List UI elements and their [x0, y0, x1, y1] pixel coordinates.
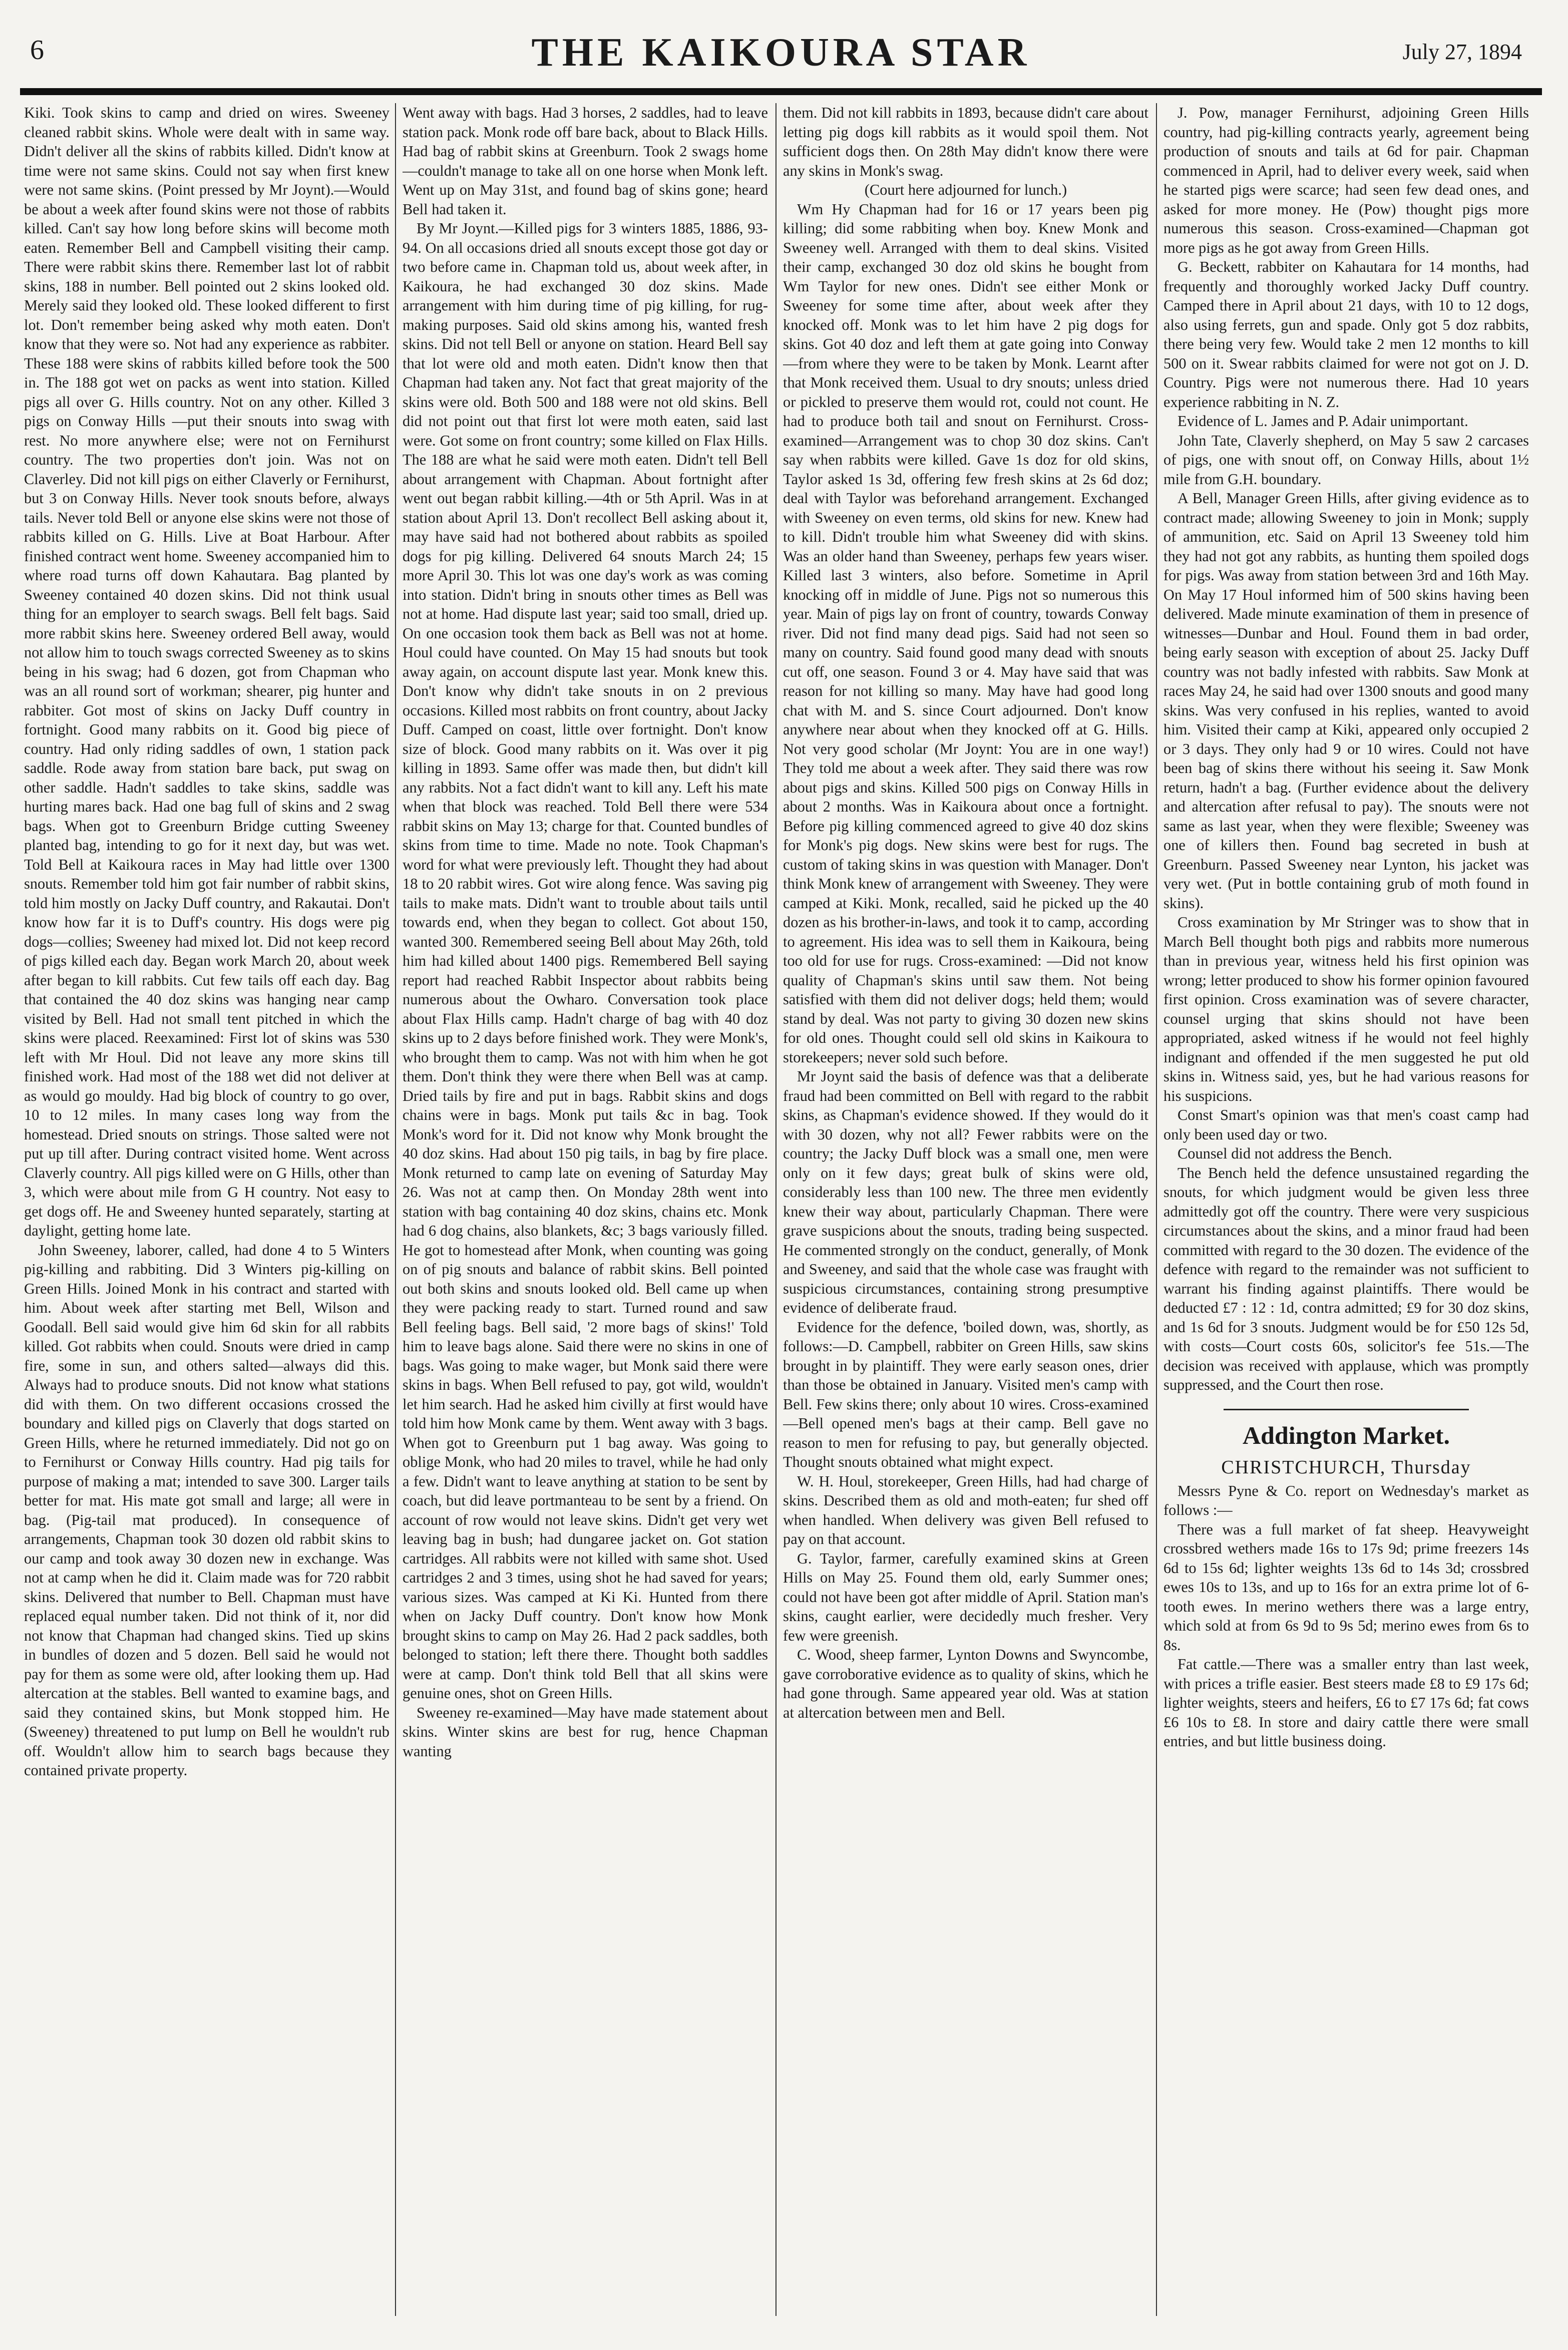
article-paragraph: J. Pow, manager Fernihurst, adjoining Green Hills country, had pig-killing contracts yearly, agreement being production of snouts and tails at 6d for pair. Chapman commenced in April, had to deliver every week, said when he started pigs were scarce; had seen few dead ones, and asked for more money. He (Pow) thought pigs more numerous this season. Cross-examined—Chapman got more pigs as he got away from Green Hills.: [1163, 104, 1529, 256]
article-paragraph: Cross examination by Mr Stringer was to show that in March Bell thought both pigs and rabbits more numerous than in previous year, witness held his first opinion was wrong; letter produced to show his former opinion favoured first opinion. Cross examination was of severe character, counsel urging that skins should not have been appropriated, asked witness if he would not feel highly indignant and offended if the men suggested he put old skins in. Witness said, yes, but he had various reasons for his suspicions.: [1163, 914, 1529, 1104]
column-3: [783, 103, 1148, 2316]
issue-date: July 27, 1894: [1402, 40, 1522, 64]
column-divider: [1156, 103, 1157, 2316]
column-1: [24, 103, 389, 2316]
article-paragraph: John Sweeney, laborer, called, had done 4 to 5 Winters pig-killing and rabbiting. Did 3 Winters pig-killing on Green Hills. Joined Monk in his contract and started with him. About week after starting met Bell, Wilson and Goodall. Bell said would give him 6d skin for all rabbits killed. Got rabbits when could. Snouts were dried in camp fire, some in sun, and others salted—always did this. Always had to produce snouts. Did not know what stations did with them. On two different occasions crossed the boundary and killed pigs on Claverly that dogs started on Green Hills, where he returned immediately. Did not go on to Fernihurst or Conway Hills country. Had pig tails for purpose of making a mat; intended to save 300. Larger tails better for mat. His mate got small and large; all were in bag. (Pig-tail mat produced). In consequence of arrangements, Chapman took 30 dozen old rabbit skins to our camp and took away 30 dozen new in exchange. Was not at camp when he did it. Claim made was for 720 rabbit skins. Delivered that number to Bell. Chapman must have replaced equal number taken. Did not think of it, nor did not know that Chapman had changed skins. Tied up skins in bundles of dozen and 5 dozen. Bell said he would not pay for them as some were old, after looking them up. Had altercation at the stables. Bell wanted to examine bags, and said they contained skins, but Monk stopped him. He (Sweeney) threatened to put lump on Bell he wouldn't rub off. Wouldn't allow him to search bags because they contained private property.: [24, 1241, 389, 1779]
masthead-rule: [20, 88, 1542, 95]
article-paragraph: Evidence for the defence, 'boiled down, was, shortly, as follows:—D. Campbell, rabbiter on Green Hills, saw skins brought in by plaintiff. They were early season ones, drier than those be obtained in January. Visited men's camp with Bell. Few skins there; only about 10 wires. Cross-examined—Bell opened men's bags at their camp. Bell gave no reason to men for refusing to pay, but generally objected. Thought snouts obtained what might expect.: [783, 1318, 1148, 1470]
column-divider: [775, 103, 776, 2316]
section-rule: [1224, 1409, 1469, 1410]
masthead: [20, 30, 1542, 85]
article-paragraph: G. Taylor, farmer, carefully examined skins at Green Hills on May 25. Found them old, early Summer ones; could not have been got after middle of April. Station man's skins, caught earlier, were decidedly much fresher. Very few were greenish.: [783, 1549, 1148, 1644]
article-paragraph: Went away with bags. Had 3 horses, 2 saddles, had to leave station pack. Monk rode off bare back, about to Black Hills. Had bag of rabbit skins at Greenburn. Took 2 swags home—couldn't manage to take all on one horse when Monk left. Went up on May 31st, and found bag of skins gone; heard Bell had taken it.: [403, 104, 768, 218]
article-paragraph: John Tate, Claverly shepherd, on May 5 saw 2 carcases of pigs, one with snout off, on Conway Hills, about 1½ mile from G.H. boundary.: [1163, 432, 1529, 488]
article-paragraph: C. Wood, sheep farmer, Lynton Downs and Swyncombe, gave corroborative evidence as to quality of skins, which he had gone through. Same appeared year old. Was at station at altercation between men and Bell.: [783, 1646, 1148, 1721]
article-paragraph: Counsel did not address the Bench.: [1178, 1145, 1392, 1162]
page-number: 6: [30, 35, 44, 66]
market-dateline: CHRISTCHURCH, Thursday: [1221, 1456, 1471, 1478]
article-paragraph: W. H. Houl, storekeeper, Green Hills, had had charge of skins. Described them as old and moth-eaten; fur shed off when handled. When delivery was given Bell refused to pay on that account.: [783, 1472, 1148, 1547]
article-paragraph: Mr Joynt said the basis of defence was that a deliberate fraud had been committed on Bell with regard to the rabbit skins, as Chapman's evidence showed. If they would do it with 30 dozen, why not all? Fewer rabbits were on the country; the Jacky Duff block was a small one, men were only on it few days; great bulk of skins were old, considerably less than 100 new. The three men evidently knew their way about, particularly Chapman. There were grave suspicions about the snouts, trading being suspected. He commented strongly on the conduct, generally, of Monk and Sweeney, and said that the whole case was fraught with suspicious circumstances, containing strong presumptive evidence of deliberate fraud.: [783, 1068, 1148, 1316]
article-paragraph: Const Smart's opinion was that men's coast camp had only been used day or two.: [1163, 1106, 1529, 1143]
column-divider: [395, 103, 396, 2316]
market-paragraph: There was a full market of fat sheep. Heavyweight crossbred wethers made 16s to 17s 9d; prime freezers 14s 6d to 15s 6d; lighter weights 13s 6d to 14s 3d; crossbred ewes 10s to 13s, and up to 16s for an extra prime lot of 6-tooth ewes. In merino wethers there was a large entry, which sold at from 6s 9d to 9s 5d; merino ewes from 6s to 8s.: [1163, 1520, 1529, 1654]
adjournment-note: (Court here adjourned for lunch.): [864, 181, 1067, 198]
article-paragraph: A Bell, Manager Green Hills, after giving evidence as to contract made; allowing Sweeney to join in Monk; supply of ammunition, etc. Said on April 13 Sweeney told him they had not got any rabbits, as hunting them spoiled dogs for pigs. Was away from station between 3rd and 16th May. On May 17 Houl informed him of 500 skins having been delivered. Made minute examination of them in presence of witnesses—Dunbar and Houl. Found them in bad order, being early season with exception of about 25. Jacky Duff country was not badly infested with rabbits. Saw Monk at races May 24, he said had over 1300 snouts and good many skins. Was very confused in his replies, wanted to avoid him. Visited their camp at Kiki, appeared only occupied 2 or 3 days. They only had 9 or 10 wires. Could not have been bag of skins there without his seeing it. Saw Monk return, hadn't a bag. (Further evidence about the delivery and altercation after refusal to pay). The snouts were not same as last year, when they were flexible; Sweeney was one of killers then. Found bag secreted in bush at Greenburn. Passed Sweeney near Lynton, his jacket was very wet. (Put in bottle containing grub of moth found in skins).: [1163, 490, 1529, 912]
article-paragraph: The Bench held the defence unsustained regarding the snouts, for which judgment would be given less three admittedly got off the country. There were very suspicious circumstances about the skins, and a minor fraud had been committed with regard to the 30 dozen. The evidence of the defence with regard to the remainder was not sufficient to warrant his finding against plaintiffs. There would be deducted £7 : 12 : 1d, contra admitted; £9 for 30 doz skins, and 1s 6d for 3 snouts. Judgment would be for £50 12s 5d, with costs—Court costs 60s, solicitor's fee 51s.—The decision was received with applause, which was promptly suppressed, and the Court then rose.: [1163, 1164, 1529, 1393]
column-4: [1163, 103, 1529, 2316]
article-paragraph: By Mr Joynt.—Killed pigs for 3 winters 1885, 1886, 93-94. On all occasions dried all snouts except those got day or two before came in. Chapman told us, about week after, in Kaikoura, he had exchanged 30 doz skins. Made arrangement with him during time of pig killing, for rug-making purposes. Said old skins among his, wanted fresh skins. Did not tell Bell or anyone on station. Heard Bell say that lot were old and moth eaten. Didn't know then that Chapman had taken any. Not fact that great majority of the skins were old. Both 500 and 188 were not old skins. Bell did not point out that first lot were moth eaten, said last were. Got some on front country; some killed on Flax Hills. The 188 are what he said were moth eaten. Didn't tell Bell about arrangement with Chapman. About fortnight after went out began rabbit killing.—4th or 5th April. Was in at station about April 13. Don't recollect Bell asking about it, may have said had not bothered about rabbits as spoiled dogs for pig killing. Delivered 64 snouts March 24; 15 more April 30. This lot was one day's work as was coming into station. Didn't bring in snouts other times as Bell was not at home. Had dispute last year; said too small, dried up. On one occasion took them back as Bell was not at home. Houl could have counted. On May 15 had snouts but took away again, on account dispute last year. Monk knew this. Don't know why didn't take snouts in on 2 previous occasions. Killed most rabbits on front country, about Jacky Duff. Camped on coast, little over fortnight. Don't know size of block. Good many rabbits on it. Was over it pig killing in 1893. Same offer was made then, but didn't kill any rabbits. Not a fact didn't want to kill any. Left his mate when that block was reached. Told Bell there were 534 rabbit skins on May 13; charge for that. Counted bundles of skins from time to time. Made no note. Took Chapman's word for what were previously left. Thought they had about 18 to 20 rabbit wires. Got wire along fence. Was saving pig tails to make mats. Didn't want to trouble about tails until towards end, when they began to collect. Got about 150, wanted 300. Remembered seeing Bell about May 26th, told him had killed about 1400 pigs. Remembered Bell saying report had reached Rabbit Inspector about rabbits being numerous about the Owharo. Conversation took place about Flax Hills camp. Hadn't charge of bag with 40 doz skins up to 2 days before finished work. They were Monk's, who brought them to camp. Was not with him when he got them. Don't think they were there when Bell was at camp. Dried tails by fire and put in bags. Rabbit skins and dogs chains were in bags. Monk put tails &c in bag. Took Monk's word for it. Did not know why Monk brought the 40 doz skins. Had about 150 pig tails, in bag by fire place. Monk returned to camp late on evening of Saturday May 26. Was not at camp then. On Monday 28th went into station with bag containing 40 doz skins, chains etc. Monk had 6 dog chains, also blankets, &c; 3 bags variously filled. He got to homestead after Monk, when counting was going on of pig snouts and balance of rabbit skins. Bell pointed out both skins and snouts looked old. Bell came up when they were packing ready to start. Turned round and saw Bell feeling bags. Bell said, '2 more bags of skins!' Told him to leave bags alone. Said there were no skins in one of bags. Was going to make wager, but Monk said there were skins in bags. When Bell refused to pay, got wild, wouldn't let him search. Had he asked him civilly at first would have told him how Monk came by them. Went away with 3 bags. When got to Greenburn put 1 bag away. Was going to oblige Monk, who had 20 miles to travel, while he had only a few. Didn't want to leave anything at station to be sent by coach, but did leave portmanteau to be sent by a friend. On account of row would not leave skins. Didn't get very wet leaving bag in bush; had dungaree jacket on. Got station cartridges. All rabbits were not killed with same shot. Used cartridges 2 and 3 times, using shot he had saved for years; various sizes. Was camped at Ki Ki. Hunted from there when on Jacky Duff country. Don't know how Monk brought skins to camp on May 26. Had 2 pack saddles, both belonged to station; left there there. Thought both saddles were at camp. Don't think told Bell that all skins were genuine ones, shot on Green Hills.: [403, 220, 768, 1702]
market-paragraph: Messrs Pyne & Co. report on Wednesday's market as follows :—: [1163, 1482, 1529, 1518]
article-paragraph: Kiki. Took skins to camp and dried on wires. Sweeney cleaned rabbit skins. Whole were dealt with in same way. Didn't deliver all the skins of rabbits killed. Didn't know at time were not same skins. Could not say when first knew were not same skins. (Point pressed by Mr Joynt).—Would be about a week after found skins were not those of rabbits killed. Can't say how long before skins will become moth eaten. Remember Bell and Campbell visiting their camp. There were rabbit skins there. Remember last lot of rabbit skins, 188 in number. Bell pointed out 2 skins looked old. Merely said they looked old. These looked different to first lot. Don't remember being asked why moth eaten. Don't know that they were so. Not had any experience as rabbiter. These 188 were skins of rabbits killed before took the 500 in. The 188 got wet on packs as went into station. Killed pigs all over G. Hills country. Not on any other. Killed 3 pigs on Conway Hills —put their snouts into swag with rest. No more anywhere else; were not on Fernihurst country. The two properties don't join. Was not on Claverley. Did not kill pigs on either Claverly or Fernihurst, but 3 on Conway Hills. Never took snouts before, always tails. Never told Bell or anyone else skins were not those of rabbits killed on G. Hills. Live at Boat Harbour. After finished contract went home. Sweeney accompanied him to where road turns off down Kahautara. Bag planted by Sweeney contained 40 dozen skins. Did not think usual thing for an employer to search swags. Bell felt bags. Said more rabbit skins here. Sweeney ordered Bell away, would not allow him to touch swags corrected Sweeney as to skins being in his swag; had 6 dozen, got from Chapman who was an all round sort of workman; shearer, pig hunter and rabbiter. Got most of skins on Jacky Duff country in fortnight. Good many rabbits on it. Good big piece of country. Had only riding saddles of own, 1 station pack saddle. Rode away from station bare back, put swag on other saddle. Hadn't saddles to take skins, saddle was hurting mares back. Had one bag full of skins and 2 swag bags. When got to Greenburn Bridge cutting Sweeney planted bag, intending to go for it next day, but was wet. Told Bell at Kaikoura races in May had little over 1300 snouts. Remember told him got fair number of rabbit skins, told him mostly on Jacky Duff country, and Rakautai. Don't know how far it is to Duff's country. His dogs were pig dogs—collies; Sweeney had mixed lot. Did not keep record of pigs killed each day. Began work March 20, about week after began to kill rabbits. Cut few tails off each day. Bag that contained the 40 doz skins was hanging near camp visited by Bell. Had not small tent pitched in which the skins were placed. Reexamined: First lot of skins was 530 left with Mr Houl. Did not leave any more skins till finished work. Had most of the 188 wet did not deliver at as would go mouldy. Had big block of country to go over, 10 to 12 miles. In many cases long way from the homestead. Dried snouts on strings. Those salted were not put up till after. During contract visited home. Went across Claverly country. All pigs killed were on G Hills, other than 3, which were about mile from G H country. Not easy to get dogs off. He and Sweeney hunted separately, starting at daylight, getting home late.: [24, 104, 389, 1239]
market-paragraph: Fat cattle.—There was a smaller entry than last week, with prices a trifle easier. Best steers made £8 to £9 17s 6d; lighter weights, steers and heifers, £6 to £7 17s 6d; fat cows £6 10s to £8. In store and dairy cattle there were small entries, and but little business doing.: [1163, 1656, 1529, 1750]
market-heading: Addington Market.: [1243, 1421, 1450, 1449]
article-paragraph: Wm Hy Chapman had for 16 or 17 years been pig killing; did some rabbiting when boy. Knew Monk and Sweeney well. Arranged with them to deal skins. Visited their camp, exchanged 30 doz old skins he bought from Wm Taylor for new ones. Didn't see either Monk or Sweeney for some time after, about week after they knocked off. Monk was to let him have 2 pig dogs for skins. Got 40 doz and left them at gate going into Conway—from where they were to be taken by Monk. Learnt after that Monk received them. Usual to dry snouts; unless dried or pickled to preserve them would rot, could not count. He had to produce both tail and snout on Fernihurst. Cross-examined—Arrangement was to chop 30 doz skins. Can't say when rabbits were killed. Gave 1s doz for old skins, Taylor asked 1s 3d, offering few fresh skins at 2s 6d doz; deal with Taylor was beforehand arrangement. Exchanged with Sweeney on even terms, old skins for new. Knew had to kill. Didn't trouble him what Sweeney did with skins. Was an older hand than Sweeney, perhaps few years wiser. Killed last 3 winters, also before. Sometime in April knocking off in middle of June. Pigs not so numerous this year. Main of pigs lay on front of country, towards Conway river. Did not find many dead pigs. Said had not seen so many on country. Said found good many dead with snouts cut off, one season. Found 3 or 4. May have said that was reason for not killing so many. May have had good long chat with M. and S. since Court adjourned. Don't know anywhere near about when they knocked off at G. Hills. Not very good scholar (Mr Joynt: You are in one way!) They told me about a week after. They said there was row about pigs and skins. Killed 500 pigs on Conway Hills in about 2 months. Was in Kaikoura about once a fortnight. Before pig killing commenced agreed to give 40 doz skins for Monk's pig dogs. New skins were best for rugs. The custom of taking skins in was question with Manager. Don't think Monk knew of arrangement with Sweeney. They were camped at Kiki. Monk, recalled, said he picked up the 40 dozen as his brother-in-laws, and took it to camp, according to agreement. His idea was to sell them in Kaikoura, being too old for use for rugs. Cross-examined: —Did not know quality of Chapman's skins until saw them. Not being satisfied with them did not deliver dogs; held them; would stand by deal. Was not party to giving 30 dozen new skins for old ones. Thought could sell old skins in Kaikoura to storekeepers; never sold such before.: [783, 200, 1148, 1066]
article-paragraph: G. Beckett, rabbiter on Kahautara for 14 months, had frequently and thoroughly worked Jacky Duff country. Camped there in April about 21 days, with 10 to 12 dogs, also using ferrets, gun and spade. Only got 5 doz rabbits, there being very few. Would take 2 men 12 months to kill 500 on it. Swear rabbits claimed for were not got on J. D. Country. Pigs were not numerous there. Had 10 years experience rabbiting in N. Z.: [1163, 258, 1529, 411]
column-2: [403, 103, 768, 2316]
newspaper-title: THE KAIKOURA STAR: [531, 31, 1031, 75]
article-paragraph: them. Did not kill rabbits in 1893, because didn't care about letting pig dogs kill rabbits as it would spoil them. Not sufficient dogs then. On 28th May didn't know there were any skins in Monk's swag.: [783, 104, 1148, 179]
article-paragraph: Sweeney re-examined—May have made statement about skins. Winter skins are best for rug, hence Chapman wanting: [403, 1704, 768, 1760]
article-paragraph: Evidence of L. James and P. Adair unimportant.: [1178, 413, 1468, 430]
